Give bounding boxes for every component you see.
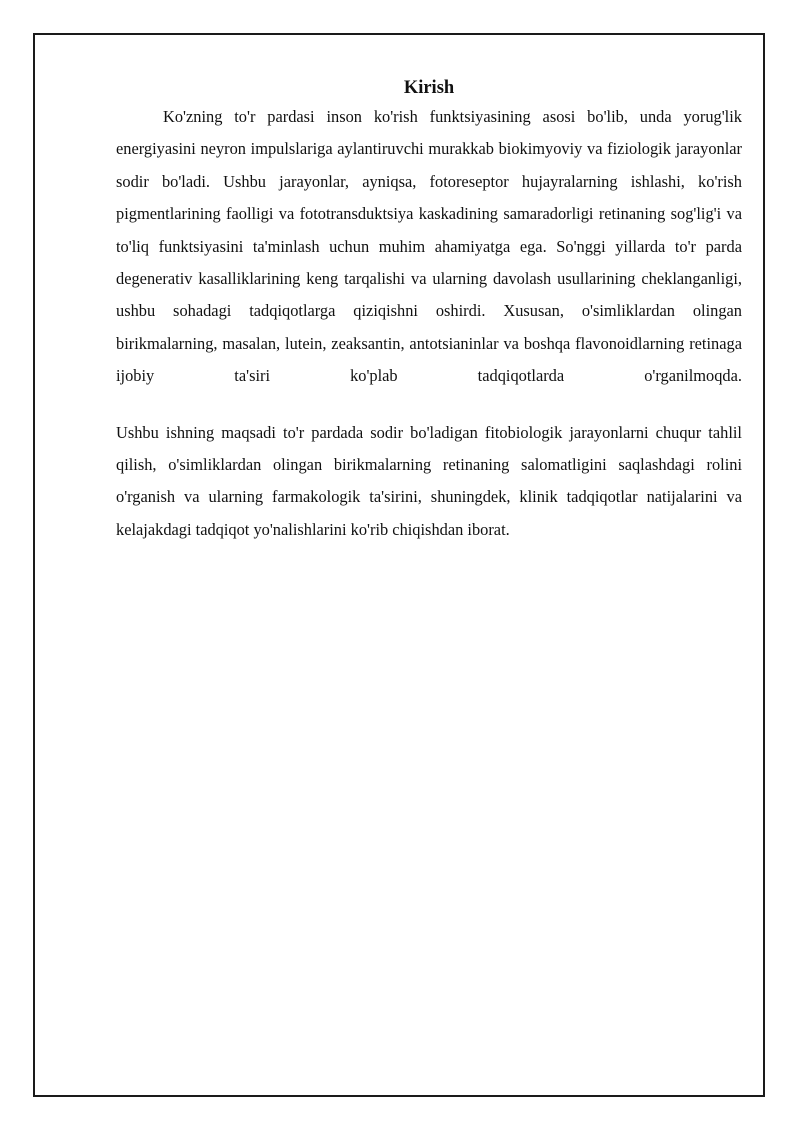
document-title: Kirish [403, 78, 455, 98]
paragraph-gap [116, 393, 742, 417]
paragraph-aim: Ushbu ishning maqsadi to'r pardada sodir bo'ladigan fitobiologik jarayonlarni chuqur tahlil qilish, o'simliklardan olingan birikmalarning retinaning salomatligini saqlashdagi rolini o'rganish va ularning farmakologik ta'sirini, shuningdek, klinik tadqiqotlar natijalarini va kelajakdagi tadqiqot yo'nalishlarini ko'rib chiqishdan iborat. [116, 422, 742, 539]
paragraph-intro: Ko'zning to'r pardasi inson ko'rish funktsiyasining asosi bo'lib, unda yorug'lik energiyasini neyron impulslariga aylantiruvchi murakkab biokimyoviy va fiziologik jarayonlar sodir bo'ladi. Ushbu jarayonlar, ayniqsa, fotoreseptor hujayralarning ishlashi, ko'rish pigmentlarining faolligi va fototransduktsiya kaskadining samaradorligi retinaning sog'lig'i va to'liq funktsiyasini ta'minlash uchun muhim ahamiyatga ega. So'nggi yillarda to'r parda degenerativ kasalliklarining keng tarqalishi va ularning davolash usullarining cheklanganligi, ushbu sohadagi tadqiqotlarga qiziqishni oshirdi. Xususan, o'simliklardan olingan birikmalarning, masalan, lutein, zeaksantin, antotsianinlar va boshqa flavonoidlarning retinaga ijobiy ta'siri ko'plab tadqiqotlarda o'rganilmoqda. [116, 107, 742, 386]
document-body [116, 76, 742, 546]
